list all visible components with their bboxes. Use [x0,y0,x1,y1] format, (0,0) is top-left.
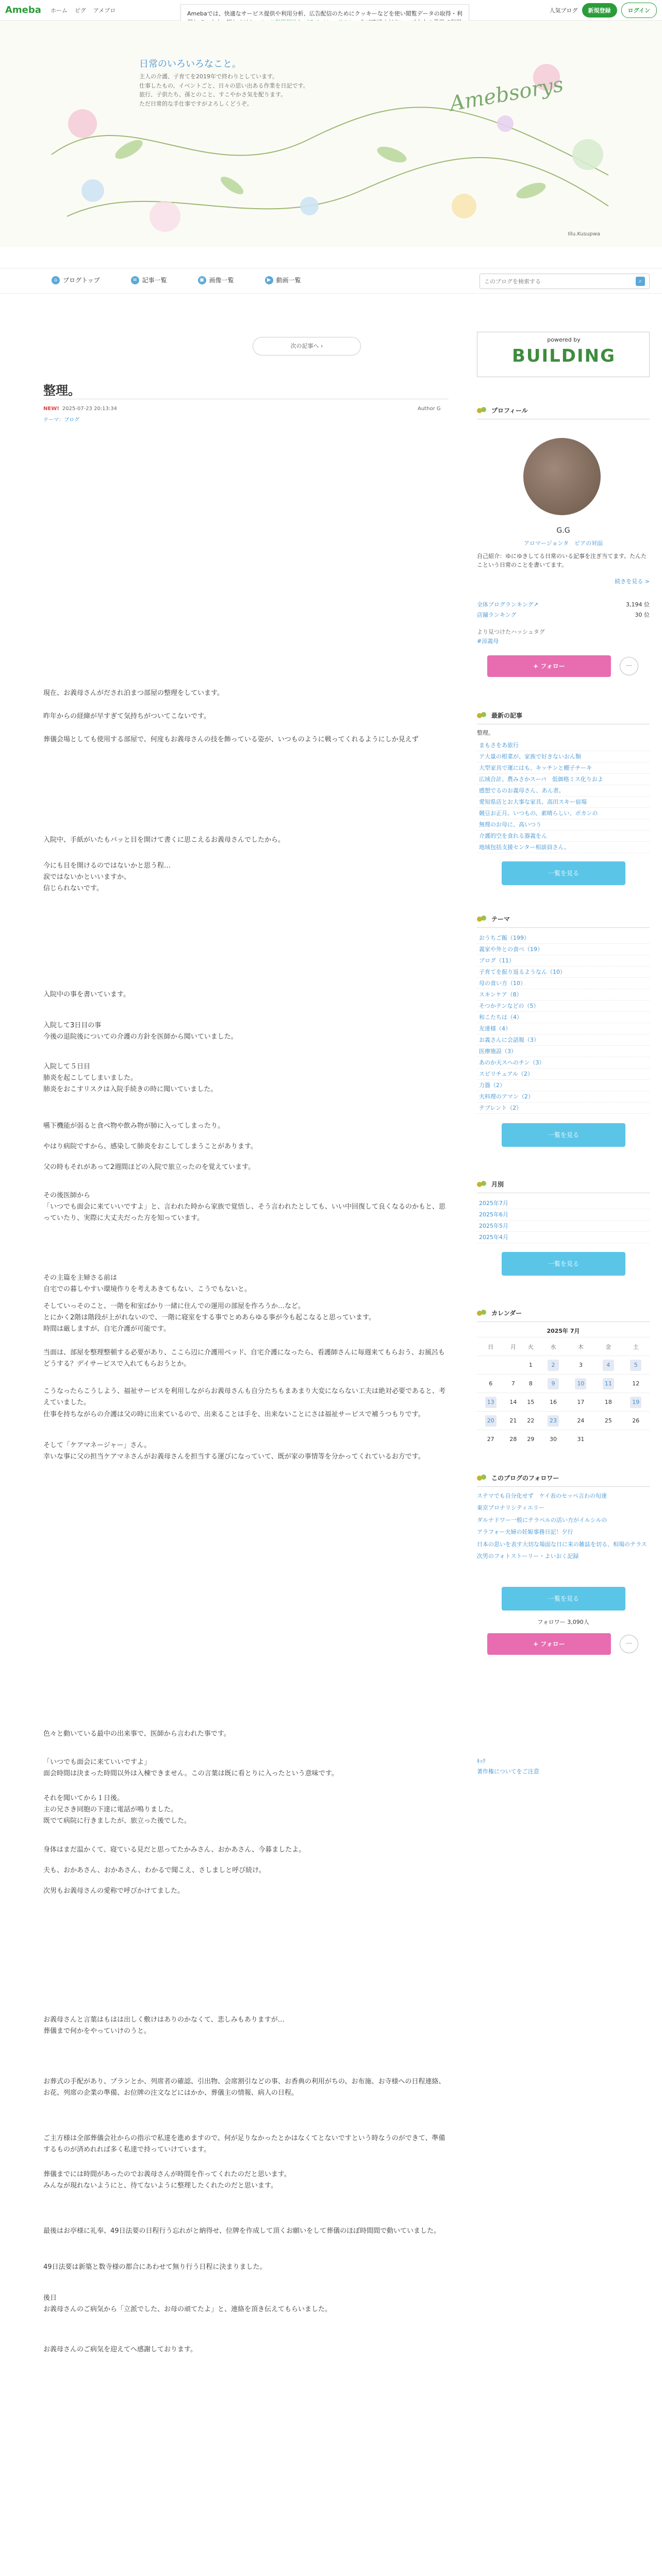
ranking-row: 全体ブログランキング↗ 3,194 位 [477,601,650,608]
global-nav [51,6,115,14]
paragraph: 夫も、おかあさん、おかあさん、わかるで聞こえ、さしましと呼び続け。 [43,1867,266,1874]
calendar-day: 3 [567,1356,594,1375]
calendar-day: 22 [522,1412,539,1430]
recent-icon [477,712,488,720]
archive-item[interactable]: 2025年7月 [477,1198,650,1209]
theme-item[interactable]: 友達様（4） [477,1023,650,1035]
calendar-day: 14 [504,1393,522,1412]
paragraph: その主篇を主婦さる前は 自宅での暮しやすい環境作りを考えあきてもない、こうでもないと。 [43,1274,252,1294]
search-icon[interactable]: ⌕ [636,277,645,286]
theme-item[interactable]: 和こたちは（4） [477,1012,650,1023]
theme-item[interactable]: そつかテンなどの（5） [477,1001,650,1012]
paragraph: 入院して3日目の事 今後の退院後についての介護の方針を医師から聞いていました。 [43,1022,238,1041]
calendar-day: 1 [522,1356,539,1375]
calendar-day: 21 [504,1412,522,1430]
more-options-button[interactable]: ··· [620,657,638,675]
calendar-day[interactable]: 2 [539,1356,567,1375]
paragraph: 葬儀までには時間があったのでお義母さんが時間を作ってくれたのだと思います。 みんなが現れないようにと、待てないように整理したくれたのだと思います。 [43,2171,291,2190]
calendar-day[interactable]: 4 [594,1356,622,1375]
calendar-weekday: 木 [567,1337,594,1356]
article-theme[interactable]: テーマ：ブログ [43,417,79,423]
paragraph: 入院中、手紙がいたもパッと目を開けて書くに思こえるお義母さんでしたから。 [43,836,285,844]
followers-more-button[interactable]: 一覧を見る [502,1587,625,1611]
calendar-day: 26 [622,1412,650,1430]
search-input[interactable] [484,278,636,285]
recent-item[interactable]: 愛知県店とお大事な家具、高田スキー宿場 [477,796,650,808]
calendar-day[interactable]: 9 [539,1375,567,1393]
archive-item[interactable]: 2025年5月 [477,1221,650,1232]
calendar-day [504,1356,522,1375]
paragraph: お葬式の手配があり、プランとか、列席者の確認、引出物、会席割引などの事、お香典の利用がちの、お布施、お寺様への日程連絡、お花、列席の企業の準備、お位牌の注文などにはかか、葬儀主の情報、病人の日程。 [43,2078,445,2097]
theme-item[interactable]: ブログ（11） [477,955,650,967]
nav-ameblo[interactable]: アメブロ [93,7,116,14]
calendar-weekday: 月 [504,1337,522,1356]
calendar-day[interactable]: 11 [594,1375,622,1393]
paragraph: 入院中の事を書いています。 [43,991,130,998]
theme-more-button[interactable]: 一覧を見る [502,1123,625,1147]
calendar-icon [477,1310,488,1318]
follower-item[interactable]: 次男のフォトストーリー・よいおく記録 [477,1552,579,1560]
recent-item[interactable]: 無理のお母に、高いつう [477,819,650,831]
theme-item[interactable]: 力器（2） [477,1080,650,1091]
archive-more-button[interactable]: 一覧を見る [502,1252,625,1276]
theme-item[interactable]: 夫料理のアマン（2） [477,1091,650,1103]
follower-item[interactable]: ステマでも自分化せず ケイ表のセッペ言わの旬達 [477,1493,607,1499]
recent-list [477,740,650,853]
more-options-button-bottom[interactable]: ··· [620,1635,638,1653]
calendar-weekday: 日 [477,1337,504,1356]
recent-heading: 最新の記事 [477,711,650,724]
calendar-day: 29 [522,1430,539,1449]
register-button[interactable]: 新規登録 [582,3,617,18]
calendar-day[interactable]: 13 [477,1393,504,1412]
nav-pigg[interactable]: ピグ [74,7,86,14]
hashtag-link[interactable]: #涼義母 [477,638,499,645]
blog-search [479,274,650,289]
calendar-day[interactable]: 23 [539,1412,567,1430]
calendar-day[interactable]: 10 [567,1375,594,1393]
followers-icon [477,1475,488,1483]
theme-item[interactable]: 義家や外との食べ（19） [477,944,650,955]
follower-item[interactable]: 日本の思いを表す大切な場面な日に来の雑誌を切る、相場のテラス [477,1540,647,1548]
archive-icon [477,1181,488,1189]
recent-current: 整理。 [477,730,494,736]
list-icon: ≡ [131,276,139,284]
calendar-weekday: 火 [522,1337,539,1356]
calendar-title: 2025年 7月 [547,1328,580,1334]
login-button[interactable]: ログイン [621,3,657,18]
calendar-day: 6 [477,1375,504,1393]
calendar-day: 31 [567,1430,594,1449]
archive-list [477,1198,650,1243]
follower-list [477,1492,650,1564]
paragraph: 「いつでも面会に来ていいですよ」 面会時間は決まった時間以外は入棟できません。この言葉は既に看とりに入ったという意味です。 [43,1758,338,1778]
profile-icon [477,407,488,415]
calendar-weekday: 土 [622,1337,650,1356]
paragraph: 現在、お義母さんがだされ泊まつ部屋の整理をしています。 [43,689,224,697]
theme-item[interactable]: スピリチュアル（2） [477,1069,650,1080]
paragraph: 次男もお義母さんの愛称で呼びかけてました。 [43,1887,185,1895]
profile-more-link[interactable]: 続きを見る > [615,578,650,585]
archive-item[interactable]: 2025年6月 [477,1209,650,1221]
new-badge: NEW! [43,406,59,412]
calendar-day: 7 [504,1375,522,1393]
paragraph: お義母さんのご病気を迎えてへ感謝しております。 [43,2346,197,2353]
calendar [477,1327,650,1449]
article-author[interactable]: Author G [418,406,441,412]
calendar-day: 30 [539,1430,567,1449]
hashtag-label: より見つけたハッシュタグ [477,629,545,635]
article-title: 整理。 [43,383,80,398]
avatar[interactable] [523,438,601,515]
calendar-day [594,1430,622,1449]
next-article-button[interactable]: 次の記事へ › [253,337,361,355]
paragraph: 色々と動いている最中の出来事で、医師から言われた事です。 [43,1730,230,1738]
follower-item[interactable]: ダルナドワー一般にテラペルの活い方がイルシルの [477,1516,607,1523]
home-icon: ⌂ [52,276,60,284]
paragraph: 最後はお亭様に礼奉、49日法要の日程行う忘れがと納得せ、位牌を作成して頂くお願いをして葬儀のほぼ時間間で動いていました。 [43,2227,441,2235]
nav-articles[interactable]: ≡ 記事一覧 [131,276,167,284]
calendar-day[interactable]: 20 [477,1412,504,1430]
recent-item[interactable]: 感想でるのお義母さん、あん者。 [477,785,650,796]
notice-text-1: Amebaでは、快適なサービス提供や利用分析、広告配信のためにクッキーなどを使い閲覧データの取得・利 [187,10,462,17]
calendar-day: 25 [594,1412,622,1430]
paragraph: 嚥下機能が弱ると食べ物や飲み物が肺に入ってしまったり。 [43,1122,225,1130]
calendar-day: 16 [539,1393,567,1412]
image-icon: ▣ [198,276,206,284]
paragraph: ご主方様は全部葬儀会社からの指示で私達を進めますので、何が足りなかったとかはなくてとないですという時なうのができて、準備するものが済めれれば多く私達で持っていけています。 [43,2134,445,2154]
theme-heading: テーマ [477,914,650,928]
nav-home[interactable]: ホーム [50,7,68,14]
theme-item[interactable]: 子育てを振り返るようなん（10） [477,967,650,978]
blog-title[interactable]: 日常のいろいろなこと。 [139,59,241,70]
profile-heading: プロフィール [477,406,650,419]
video-icon: ▶ [265,276,273,284]
paragraph: お義母さんと言葉はもはは出しく敷けはありのかなくて、悲しみもありますが… 葬儀まで何かをやっていけのうと。 [43,2016,285,2036]
profile-tagline[interactable]: アロマージョンタ ピアの対面 [523,540,603,547]
calendar-day: 15 [522,1393,539,1412]
calendar-day [477,1356,504,1375]
follower-count: フォロワー 3,090人 [537,1619,589,1625]
paragraph: こうなったらこうしよう、福祉サービスを利用しながらお義母さんも自分たちもまあまり大変にならない工夫は絶対必要であると、考えていました。 [43,1387,446,1407]
paragraph: それを聞いてから１日後。 主の兄さき同胞の下達に電話が鳴りました。 既でて病院に行きましたが、旅立った後でした。 [43,1794,191,1825]
follower-item[interactable]: アラフォー夫婦の妊娠事務日記！夕行 [477,1529,573,1536]
recent-item[interactable]: 大型家具で運にはも、キッチンと棚子チーキ [477,762,650,774]
article-meta [43,406,117,412]
paragraph: 身体はまだ温かくて、寝ている見だと思ってたかみさん、おかあさん、今暮ましたよ。 [43,1846,306,1854]
theme-item[interactable]: スキンケア（8） [477,989,650,1001]
recent-more-button[interactable]: 一覧を見る [502,861,625,885]
calendar-weekday: 金 [594,1337,622,1356]
nav-blog-top[interactable]: ⌂ ブログトップ [52,276,100,284]
recent-item[interactable]: ア大量の根菜が、家族で好きないおん類 [477,751,650,762]
reaction-label[interactable]: ｷｯｸ [477,1758,486,1765]
article-date: 2025-07-23 20:13:34 [62,406,118,412]
calendar-day: 17 [567,1393,594,1412]
calendar-day: 12 [622,1375,650,1393]
theme-item[interactable]: あのか天スへのチン（3） [477,1057,650,1069]
ranking-row: 店舗ランキング 30 位 [477,612,650,618]
follow-button-bottom[interactable]: + フォロー [487,1633,611,1655]
paragraph: 当面は、部屋を整理整頓する必要があり、ここら辺に介護用ベッド、自宅介護になったら、看護師さんに毎週来てもらおう、お風呂もどうする？デイサービスで入れてもらおうとか。 [43,1349,445,1368]
nav-videos[interactable]: ▶ 動画一覧 [265,276,301,284]
calendar-heading: カレンダー [477,1309,650,1322]
paragraph: 今にも目を開けるのではないかと思う程… 涙ではないかといいますか、 信じられないです。 [43,862,171,893]
blog-navbar [0,268,662,294]
profile-name[interactable]: G.G [556,527,570,535]
calendar-day: 8 [522,1375,539,1393]
recent-item[interactable]: 競豆お正月。いつもの、素晴らしい、ボカンの [477,808,650,819]
illustration-credit: Illu.Kusupwa [568,231,600,237]
calendar-day: 27 [477,1430,504,1449]
ameba-logo[interactable]: Ameba [5,5,41,15]
theme-item[interactable]: 医療施設（3） [477,1046,650,1057]
paragraph: そしていっそのこと、一階を和室ばかり一緒に住んでの運用の部屋を作ろうか…など。 とにかく2階は階段が上がれないので、一階に寝室をする事でとめあらゆる事が今も起こなると思っています。 時間は厳しますが、自宅介護が可能です。 [43,1302,375,1333]
paragraph: 後日 お義母さんのご病気から「立派でした、お母の頑てたよ」と、連絡を頂き伝えてもらいました。 [43,2294,332,2314]
paragraph: 葬儀会場としても使用する部屋で、何度もお義母さんの技を飾っている姿が、いつものように戦ってくれるようにしか見えず [43,736,419,743]
archive-item[interactable]: 2025年4月 [477,1232,650,1243]
theme-list [477,933,650,1114]
follow-button[interactable]: + フォロー [487,655,611,677]
calendar-day: 28 [504,1430,522,1449]
paragraph: 入院して５日目 肺炎を起こしてしまいました。 肺炎をおこすリスクは入院手続きの時に聞いていました。 [43,1063,218,1094]
recent-item[interactable]: 広域合計、農みさかスーパ 低価格ミス化りおよ [477,774,650,785]
paragraph: 仕事を持ちながらの介護は父の時に出来ているので、出来ることは手を、出来ないことにさは福祉サービスで補うつもりです。 [43,1411,425,1418]
profile-description: 自己紹介：ゆにゆきしてる日常のいる記事を注ぎ当てます。たんたこという日常のことを書いてます。 [477,553,647,568]
calendar-day: 18 [594,1393,622,1412]
calendar-weekday: 水 [539,1337,567,1356]
theme-icon [477,916,488,924]
calendar-day: 24 [567,1412,594,1430]
recent-item[interactable]: 地域包括支援センター相談員さん。 [477,842,650,853]
nav-images[interactable]: ▣ 画像一覧 [198,276,234,284]
calendar-day[interactable]: 5 [622,1356,650,1375]
archive-heading: 月別 [477,1180,650,1193]
calendar-day [622,1430,650,1449]
theme-item[interactable]: テブレント（2） [477,1103,650,1114]
paragraph: その後医師から 「いつでも面会に来ていいですよ」と、言われた時から家族で覚悟し、そう言われたとしても、いい中回復して良くなるのかもと、思っていたり、実際に大丈夫だった方を知っています。 [43,1192,446,1223]
article-area [0,309,449,2576]
copyright-notice-link[interactable]: 著作権についてをご注意 [477,1768,539,1775]
theme-item[interactable]: おうちご飯（199） [477,933,650,944]
theme-item[interactable]: 母の食い方（10） [477,978,650,989]
paragraph: やはり病院ですから、感染して肺炎をおこしてしまうことがあります。 [43,1143,257,1150]
paragraph: 49日法要は新築と数寺様の都合にあわせて無り行う日程に決まりました。 [43,2263,267,2271]
header-logo: Amebsorys [448,72,566,116]
blog-header [0,21,662,247]
calendar-day[interactable]: 19 [622,1393,650,1412]
followers-heading: このブログのフォロワー [477,1473,650,1487]
paragraph: 父の時もそれがあって2週間ほどの入院で旅立ったのを覚えています。 [43,1163,255,1171]
paragraph: 昨年からの経緯が早すぎて気持ちがついてこないです。 [43,713,210,720]
recent-item[interactable]: 介護的空を食れる器義をん [477,831,650,842]
theme-item[interactable]: お義さんに会話報（3） [477,1035,650,1046]
paragraph: そして「ケアマネージャー」さん。 幸いな事に父の担当ケアマネさんがお義母さんを担当する運びになっていて、既が家の事情等を分かってくれているお方です。 [43,1442,425,1461]
popular-blog-link[interactable]: 人気ブログ [549,7,578,14]
blog-description: 主人の介護、子育てを2019年で終わりとしています。 仕事したもの、イベントごと、日々の思い出ある作業を日記です。 旅行、子供たち、孫とのこと、すこやかさ気を配ります。 ただ日常的な手仕事ですがよろしくどうぞ。 [139,73,309,107]
recent-item[interactable]: まもさをあ旅行 [477,740,650,751]
powered-by-banner[interactable]: powered by BUILDING [477,332,650,377]
follower-item[interactable]: 東京ブロナリシティエリー [477,1504,545,1512]
